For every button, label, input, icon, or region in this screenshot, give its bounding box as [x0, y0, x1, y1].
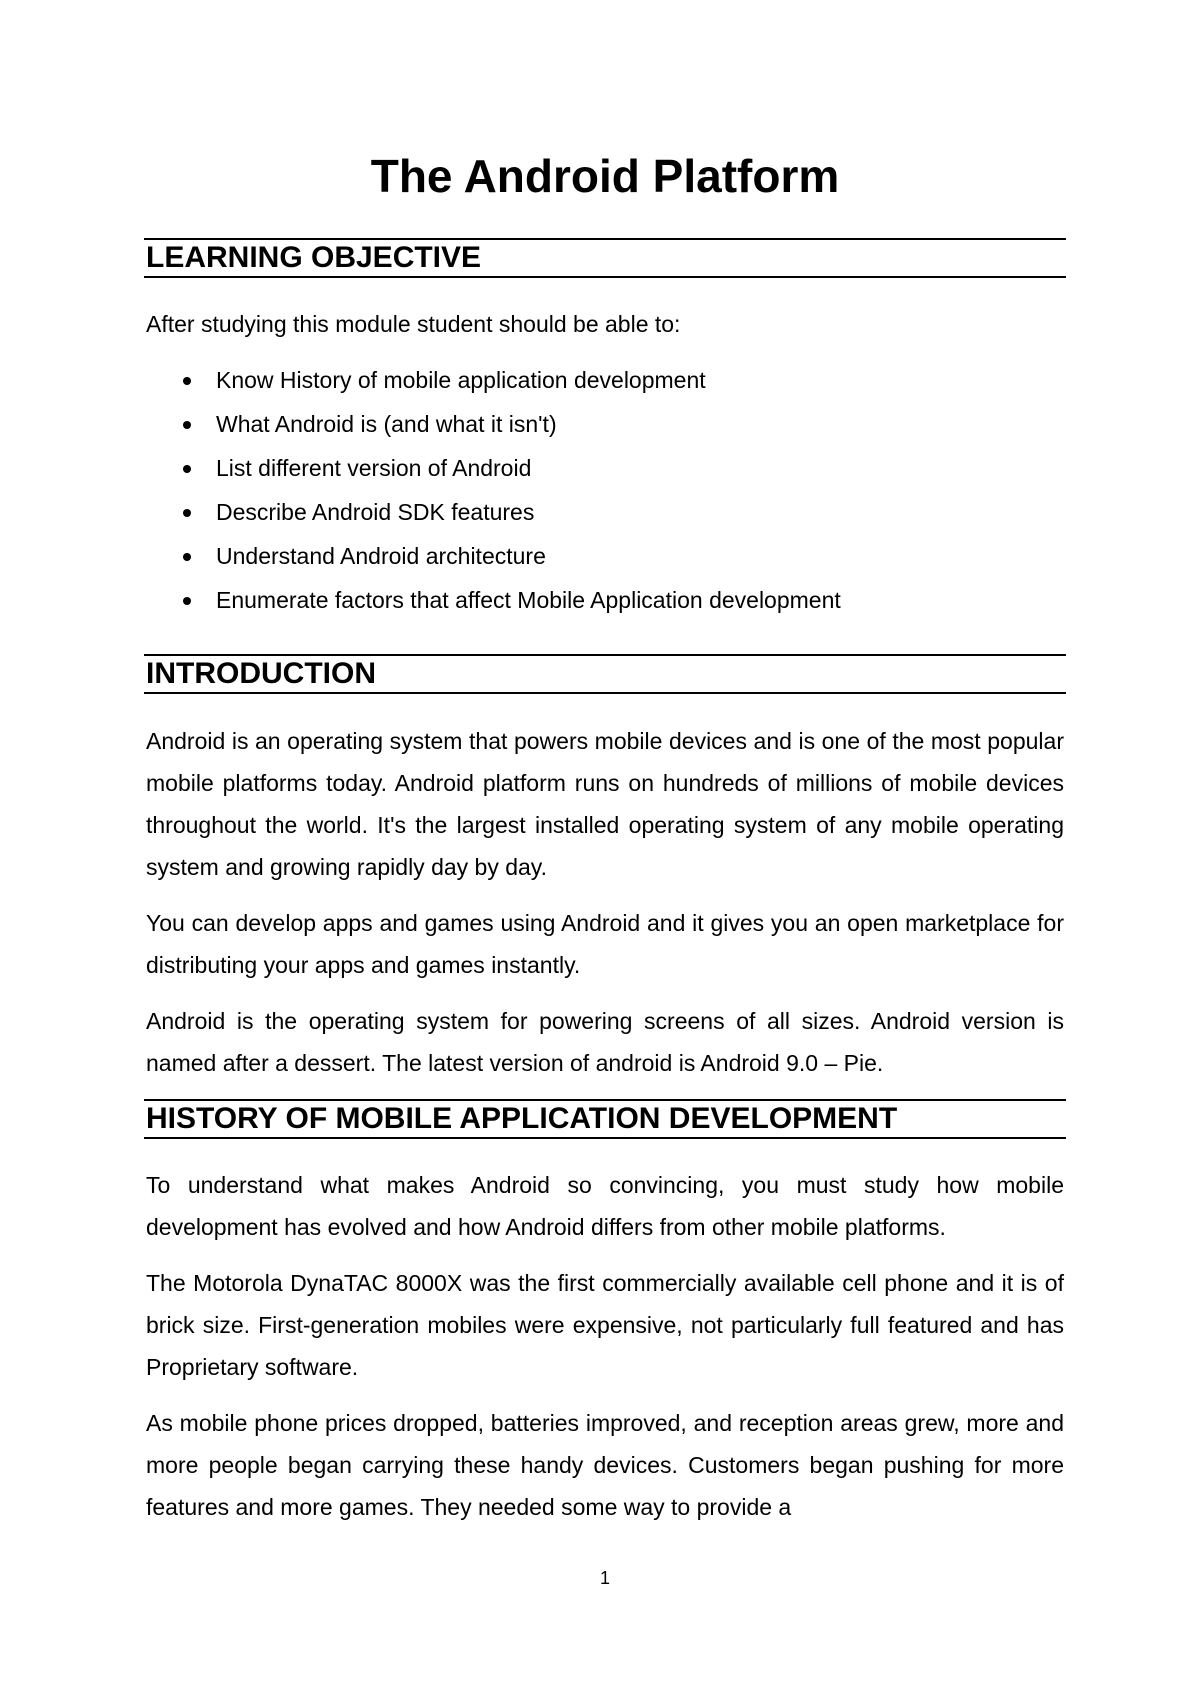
introduction-paragraph-2: You can develop apps and games using Android and it gives you an open marketplace for distributing your apps and games instantly. [146, 910, 1064, 978]
bullet-icon [183, 553, 191, 561]
history-paragraph-1: To understand what makes Android so convincing, you must study how mobile development has evolved and how Android differs from other mobile platforms. [146, 1172, 1064, 1240]
list-item-text: What Android is (and what it isn't) [216, 411, 557, 437]
document-title: The Android Platform [370, 150, 840, 202]
list-item [180, 497, 1060, 541]
list-item [180, 409, 1060, 453]
section-heading-introduction: INTRODUCTION [144, 654, 1066, 694]
list-item-text: Describe Android SDK features [216, 499, 535, 525]
introduction-paragraph-1: Android is an operating system that powers mobile devices and is one of the most popular mobile platforms today. Android platform runs on hundreds of millions of mobile devices throughout the world. It's the largest installed operating system of any mobile operating system and growing rapidly day by day. [146, 728, 1064, 880]
list-item [180, 453, 1060, 497]
list-item-text: List different version of Android [216, 455, 532, 481]
section-heading-learning-objective: LEARNING OBJECTIVE [144, 238, 1066, 278]
page-number: 1 [599, 1568, 610, 1588]
list-item [180, 365, 1060, 409]
bullet-icon [183, 377, 191, 385]
bullet-icon [183, 465, 191, 473]
list-item [180, 541, 1060, 585]
introduction-paragraph-3: Android is the operating system for powering screens of all sizes. Android version is named after a dessert. The latest version of android is Android 9.0 – Pie. [146, 1008, 1064, 1076]
learning-objectives-list [180, 365, 1060, 629]
document-page [144, 0, 1066, 1696]
list-item-text: Know History of mobile application development [216, 367, 706, 393]
list-item-text: Understand Android architecture [216, 543, 546, 569]
history-paragraph-3: As mobile phone prices dropped, batteries improved, and reception areas grew, more and more people began carrying these handy devices. Customers began pushing for more features and more games. They needed some way to provide a [146, 1410, 1064, 1520]
learning-objective-intro: After studying this module student should be able to: [146, 311, 681, 337]
bullet-icon [183, 509, 191, 517]
list-item [180, 585, 1060, 629]
history-paragraph-2: The Motorola DynaTAC 8000X was the first commercially available cell phone and it is of brick size. First-generation mobiles were expensive, not particularly full featured and has Proprietary software. [146, 1270, 1064, 1380]
bullet-icon [183, 421, 191, 429]
list-item-text: Enumerate factors that affect Mobile Application development [216, 587, 841, 613]
bullet-icon [183, 597, 191, 605]
section-heading-history: HISTORY OF MOBILE APPLICATION DEVELOPMENT [144, 1099, 1066, 1139]
